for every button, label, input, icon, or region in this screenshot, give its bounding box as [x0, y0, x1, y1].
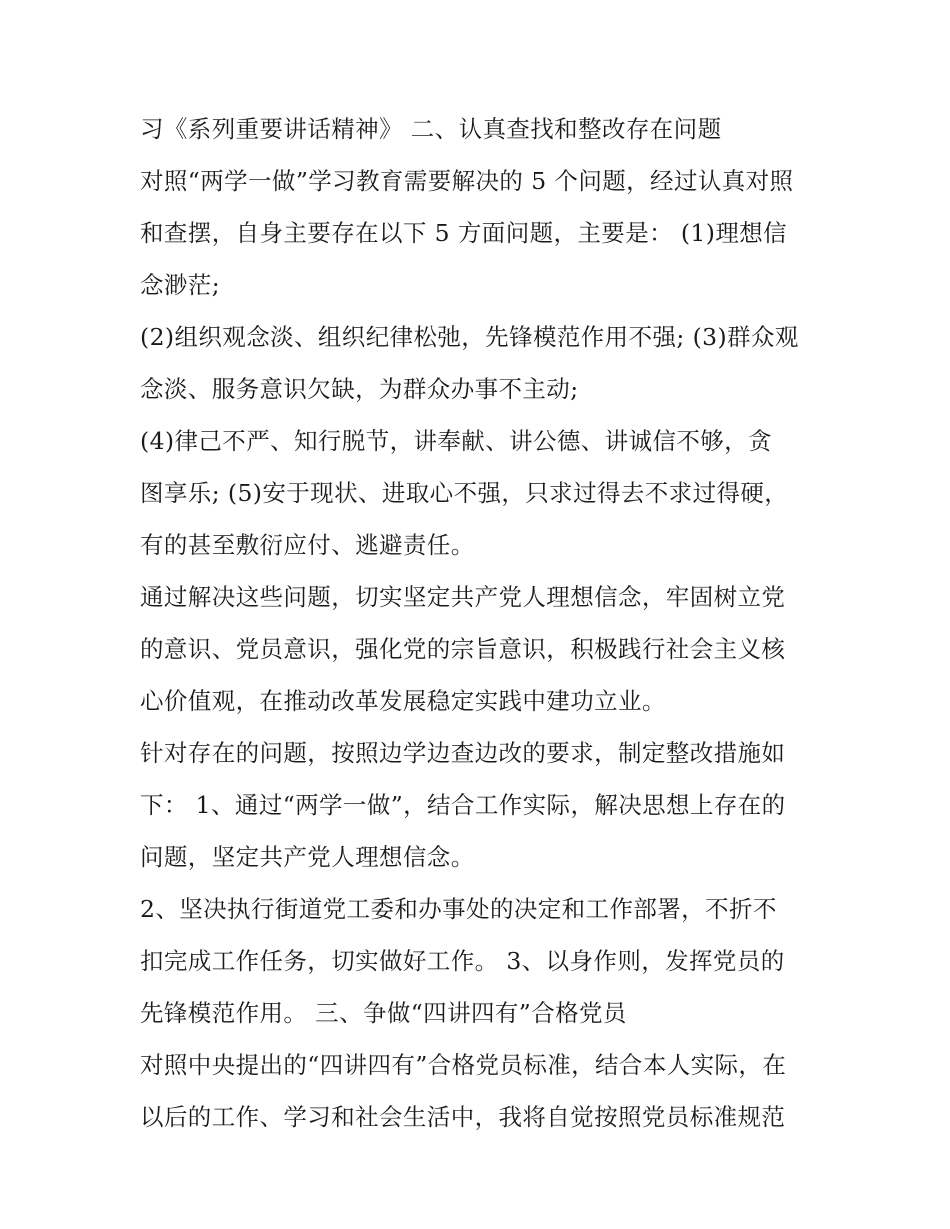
document-body — [140, 110, 812, 1137]
text-line: 先锋模范作用。 三、争做“四讲四有”合格党员 — [140, 999, 627, 1027]
text-line: (2)组织观念淡、组织纪律松弛，先锋模范作用不强; (3)群众观 — [140, 323, 799, 351]
text-line: 以后的工作、学习和社会生活中，我将自觉按照党员标准规范 — [140, 1103, 786, 1131]
text-line: (4)律己不严、知行脱节，讲奉献、讲公德、讲诚信不够，贪 — [140, 427, 772, 455]
text-line: 针对存在的问题，按照边学边查边改的要求，制定整改措施如 — [140, 739, 786, 767]
text-line: 有的甚至敷衍应付、逃避责任。 — [140, 531, 475, 559]
text-line: 问题，坚定共产党人理想信念。 — [140, 843, 475, 871]
text-line: 和查摆，自身主要存在以下 5 方面问题，主要是： (1)理想信 — [140, 219, 788, 247]
text-line: 对照中央提出的“四讲四有”合格党员标准，结合本人实际，在 — [140, 1051, 787, 1079]
text-line: 念渺茫; — [140, 271, 221, 299]
text-line: 对照“两学一做”学习教育需要解决的 5 个问题，经过认真对照 — [140, 167, 794, 195]
text-line: 图享乐; (5)安于现状、进取心不强，只求过得去不求过得硬， — [140, 479, 789, 507]
text-line: 通过解决这些问题，切实坚定共产党人理想信念，牢固树立党 — [140, 583, 786, 611]
text-line: 心价值观，在推动改革发展稳定实践中建功立业。 — [140, 687, 666, 715]
text-line: 念淡、服务意识欠缺，为群众办事不主动; — [140, 375, 579, 403]
text-line: 2、坚决执行街道党工委和办事处的决定和工作部署，不折不 — [140, 895, 777, 923]
text-line: 下： 1、通过“两学一做”，结合工作实际，解决思想上存在的 — [140, 791, 786, 819]
text-line: 习《系列重要讲话精神》 二、认真查找和整改存在问题 — [140, 115, 722, 143]
text-line: 的意识、党员意识，强化党的宗旨意识，积极践行社会主义核 — [140, 635, 786, 663]
text-line: 扣完成工作任务，切实做好工作。 3、以身作则，发挥党员的 — [140, 947, 785, 975]
